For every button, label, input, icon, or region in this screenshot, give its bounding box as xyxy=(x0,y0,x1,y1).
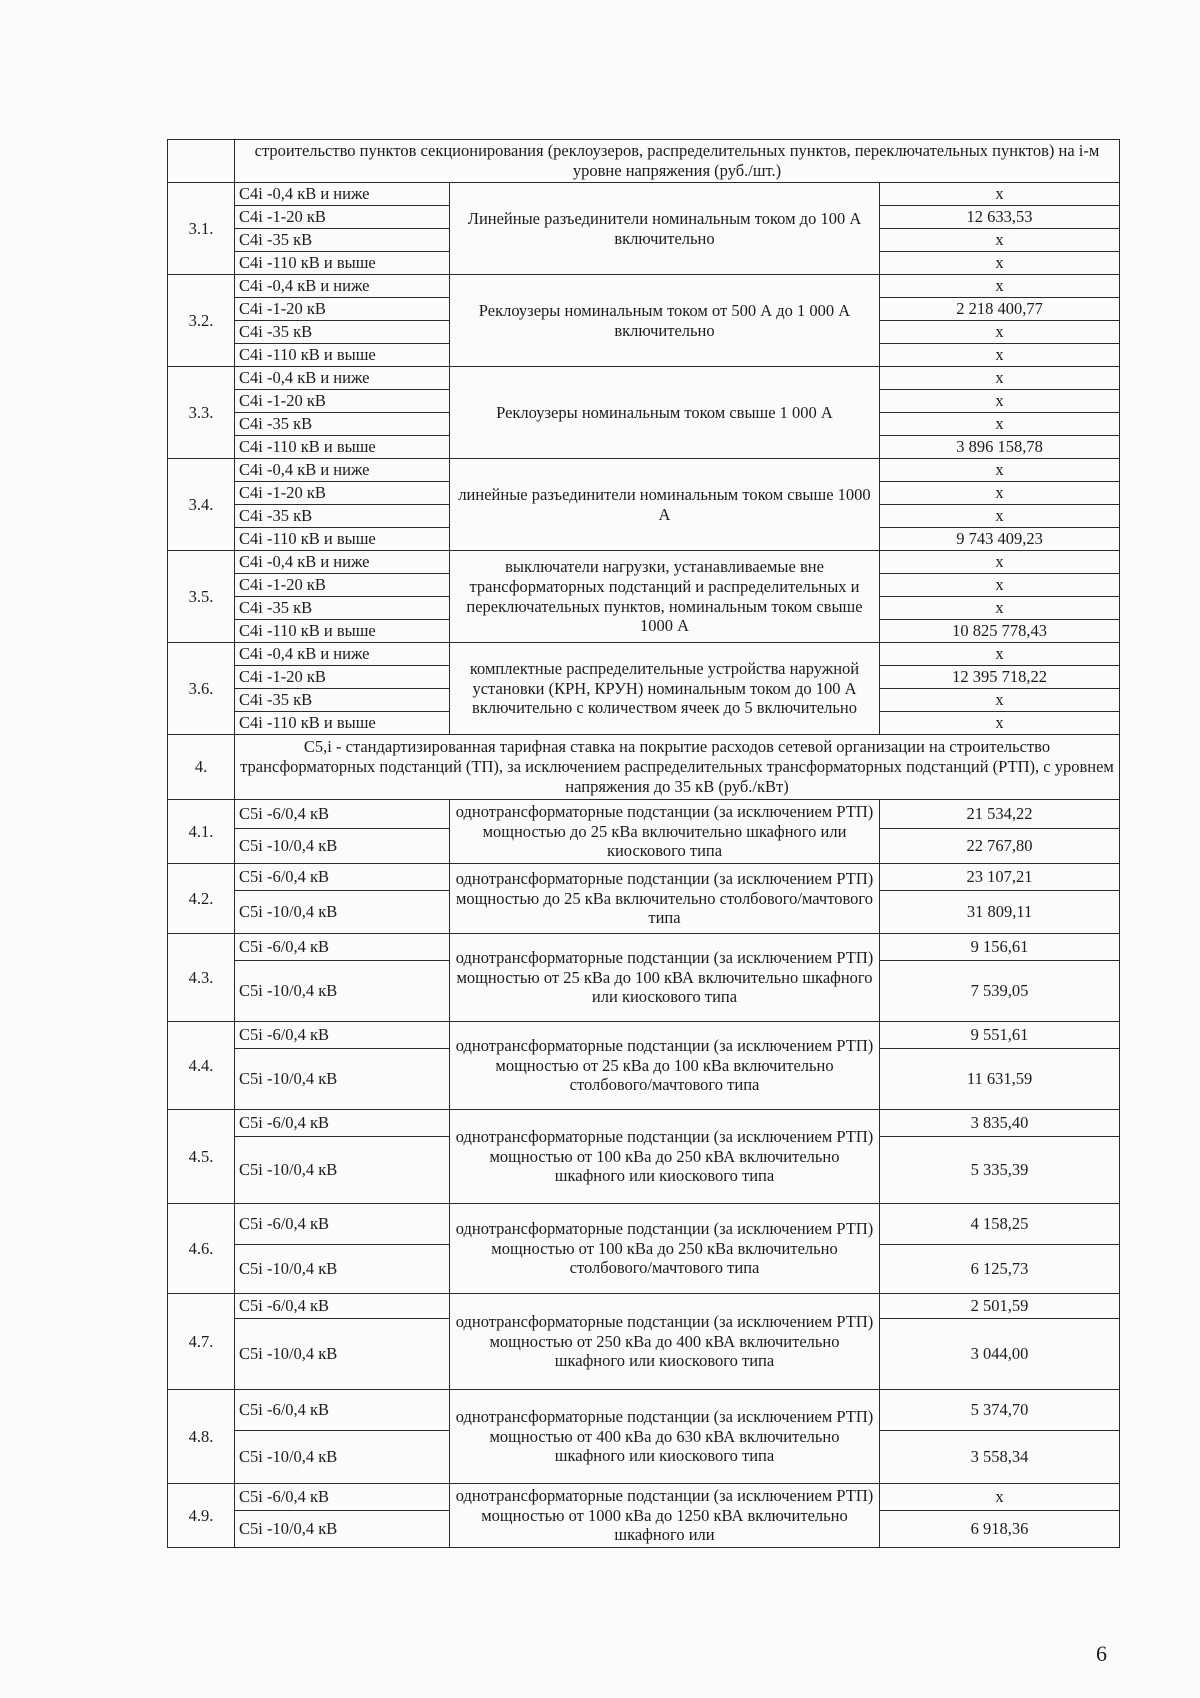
item-number: 4.1. xyxy=(168,800,235,864)
table-row xyxy=(168,551,1120,574)
tariff-table xyxy=(167,139,1120,1548)
intro-empty-cell xyxy=(168,140,235,183)
rate-value: x xyxy=(880,643,1120,666)
rate-code: С5i -10/0,4 кВ xyxy=(235,961,450,1022)
rate-code: С4i -110 кВ и выше xyxy=(235,252,450,275)
rate-code: С5i -10/0,4 кВ xyxy=(235,1511,450,1548)
rate-value: x xyxy=(880,1484,1120,1511)
rate-code: С5i -6/0,4 кВ xyxy=(235,1484,450,1511)
rate-value: x xyxy=(880,551,1120,574)
rate-code: С4i -0,4 кВ и ниже xyxy=(235,459,450,482)
rate-code: С4i -110 кВ и выше xyxy=(235,712,450,735)
item-number: 4.5. xyxy=(168,1110,235,1204)
rate-value: x xyxy=(880,390,1120,413)
item-number: 3.6. xyxy=(168,643,235,735)
item-description: однотрансформаторные подстанции (за исключением РТП) мощностью от 25 кВа до 100 кВА включительно шкафного или киоскового типа xyxy=(450,934,880,1022)
item-number: 4.4. xyxy=(168,1022,235,1110)
item-description: однотрансформаторные подстанции (за исключением РТП) мощностью от 100 кВа до 250 кВА включительно шкафного или киоскового типа xyxy=(450,1110,880,1204)
table-row xyxy=(168,643,1120,666)
item-number: 4.2. xyxy=(168,864,235,934)
rate-value: x xyxy=(880,321,1120,344)
rate-value: x xyxy=(880,367,1120,390)
rate-code: С5i -10/0,4 кВ xyxy=(235,1319,450,1390)
rate-value: x xyxy=(880,574,1120,597)
rate-code: С4i -110 кВ и выше xyxy=(235,344,450,367)
rate-value: 3 044,00 xyxy=(880,1319,1120,1390)
rate-code: С4i -1-20 кВ xyxy=(235,390,450,413)
rate-value: 12 633,53 xyxy=(880,206,1120,229)
rate-value: 9 156,61 xyxy=(880,934,1120,961)
table-row xyxy=(168,1294,1120,1319)
item-description: однотрансформаторные подстанции (за исключением РТП) мощностью от 1000 кВа до 1250 кВА включительно шкафного или xyxy=(450,1484,880,1548)
rate-code: С4i -35 кВ xyxy=(235,505,450,528)
rate-value: 22 767,80 xyxy=(880,829,1120,864)
rate-value: x xyxy=(880,252,1120,275)
rate-code: С4i -35 кВ xyxy=(235,689,450,712)
item-number: 3.2. xyxy=(168,275,235,367)
table-row xyxy=(168,1484,1120,1511)
rate-value: 6 125,73 xyxy=(880,1245,1120,1294)
rate-value: 21 534,22 xyxy=(880,800,1120,829)
rate-value: 5 374,70 xyxy=(880,1390,1120,1431)
rate-value: x xyxy=(880,712,1120,735)
rate-code: С5i -10/0,4 кВ xyxy=(235,1137,450,1204)
rate-code: С4i -0,4 кВ и ниже xyxy=(235,367,450,390)
rate-value: 7 539,05 xyxy=(880,961,1120,1022)
rate-value: 2 501,59 xyxy=(880,1294,1120,1319)
rate-value: x xyxy=(880,275,1120,298)
item-description: однотрансформаторные подстанции (за исключением РТП) мощностью от 25 кВа до 100 кВа включительно столбового/мачтового типа xyxy=(450,1022,880,1110)
rate-value: x xyxy=(880,344,1120,367)
rate-code: С5i -10/0,4 кВ xyxy=(235,1431,450,1484)
rate-code: С5i -6/0,4 кВ xyxy=(235,1390,450,1431)
item-description: Линейные разъединители номинальным током до 100 А включительно xyxy=(450,183,880,275)
rate-value: 10 825 778,43 xyxy=(880,620,1120,643)
rate-code: С4i -110 кВ и выше xyxy=(235,436,450,459)
rate-value: 11 631,59 xyxy=(880,1049,1120,1110)
table-row xyxy=(168,459,1120,482)
rate-code: С4i -1-20 кВ xyxy=(235,206,450,229)
rate-code: С4i -0,4 кВ и ниже xyxy=(235,275,450,298)
rate-code: С5i -6/0,4 кВ xyxy=(235,1294,450,1319)
rate-value: 9 551,61 xyxy=(880,1022,1120,1049)
item-number: 4.7. xyxy=(168,1294,235,1390)
rate-value: 3 835,40 xyxy=(880,1110,1120,1137)
rate-code: С4i -1-20 кВ xyxy=(235,666,450,689)
rate-code: С4i -1-20 кВ xyxy=(235,482,450,505)
rate-code: С5i -10/0,4 кВ xyxy=(235,1245,450,1294)
table-row xyxy=(168,275,1120,298)
rate-value: x xyxy=(880,229,1120,252)
table-row xyxy=(168,800,1120,829)
rate-value: 3 558,34 xyxy=(880,1431,1120,1484)
table-row xyxy=(168,1110,1120,1137)
rate-value: 5 335,39 xyxy=(880,1137,1120,1204)
rate-value: x xyxy=(880,459,1120,482)
item-description: однотрансформаторные подстанции (за исключением РТП) мощностью от 250 кВа до 400 кВА включительно шкафного или киоскового типа xyxy=(450,1294,880,1390)
rate-value: 9 743 409,23 xyxy=(880,528,1120,551)
rate-code: С4i -0,4 кВ и ниже xyxy=(235,183,450,206)
rate-code: С4i -110 кВ и выше xyxy=(235,620,450,643)
item-description: однотрансформаторные подстанции (за исключением РТП) мощностью от 100 кВа до 250 кВа включительно столбового/мачтового типа xyxy=(450,1204,880,1294)
item-number: 4.9. xyxy=(168,1484,235,1548)
item-description: выключатели нагрузки, устанавливаемые вне трансформаторных подстанций и распределительных и переключательных пунктов, номинальным током свыше 1000 А xyxy=(450,551,880,643)
rate-code: С4i -1-20 кВ xyxy=(235,298,450,321)
table-row xyxy=(168,1390,1120,1431)
page-number: 6 xyxy=(1096,1641,1107,1666)
rate-value: x xyxy=(880,689,1120,712)
item-number: 3.5. xyxy=(168,551,235,643)
item-number: 4.6. xyxy=(168,1204,235,1294)
section-number: 4. xyxy=(168,735,235,800)
rate-value: x xyxy=(880,183,1120,206)
rate-code: С5i -10/0,4 кВ xyxy=(235,1049,450,1110)
intro-text: строительство пунктов секционирования (реклоузеров, распределительных пунктов, переключательных пунктов) на i-м уровне напряжения (руб./шт.) xyxy=(235,140,1120,183)
item-description: Реклоузеры номинальным током свыше 1 000 А xyxy=(450,367,880,459)
rate-code: С5i -6/0,4 кВ xyxy=(235,1110,450,1137)
rate-code: С4i -35 кВ xyxy=(235,229,450,252)
rate-code: С4i -110 кВ и выше xyxy=(235,528,450,551)
rate-value: 4 158,25 xyxy=(880,1204,1120,1245)
item-description: однотрансформаторные подстанции (за исключением РТП) мощностью до 25 кВа включительно шкафного или киоскового типа xyxy=(450,800,880,864)
rate-code: С5i -6/0,4 кВ xyxy=(235,1204,450,1245)
item-description: линейные разъединители номинальным током свыше 1000 А xyxy=(450,459,880,551)
rate-value: 3 896 158,78 xyxy=(880,436,1120,459)
rate-code: С5i -10/0,4 кВ xyxy=(235,829,450,864)
item-number: 3.3. xyxy=(168,367,235,459)
item-description: Реклоузеры номинальным током от 500 А до 1 000 А включительно xyxy=(450,275,880,367)
intro-row xyxy=(168,140,1120,183)
rate-value: x xyxy=(880,505,1120,528)
table-row xyxy=(168,934,1120,961)
rate-value: 12 395 718,22 xyxy=(880,666,1120,689)
rate-value: x xyxy=(880,482,1120,505)
table-row xyxy=(168,1204,1120,1245)
rate-code: С4i -35 кВ xyxy=(235,321,450,344)
rate-code: С4i -0,4 кВ и ниже xyxy=(235,551,450,574)
rate-code: С5i -6/0,4 кВ xyxy=(235,800,450,829)
rate-code: С4i -0,4 кВ и ниже xyxy=(235,643,450,666)
item-description: однотрансформаторные подстанции (за исключением РТП) мощностью до 25 кВа включительно столбового/мачтового типа xyxy=(450,864,880,934)
item-description: комплектные распределительные устройства наружной установки (КРН, КРУН) номинальным током до 100 А включительно с количеством ячеек до 5 включительно xyxy=(450,643,880,735)
rate-code: С5i -10/0,4 кВ xyxy=(235,891,450,934)
section-header-row xyxy=(168,735,1120,800)
item-description: однотрансформаторные подстанции (за исключением РТП) мощностью от 400 кВа до 630 кВА включительно шкафного или киоскового типа xyxy=(450,1390,880,1484)
item-number: 4.8. xyxy=(168,1390,235,1484)
rate-code: С4i -35 кВ xyxy=(235,597,450,620)
rate-value: x xyxy=(880,413,1120,436)
rate-value: 31 809,11 xyxy=(880,891,1120,934)
rate-value: 23 107,21 xyxy=(880,864,1120,891)
rate-value: x xyxy=(880,597,1120,620)
rate-code: С5i -6/0,4 кВ xyxy=(235,934,450,961)
item-number: 3.4. xyxy=(168,459,235,551)
table-row xyxy=(168,183,1120,206)
rate-code: С5i -6/0,4 кВ xyxy=(235,864,450,891)
rate-code: С5i -6/0,4 кВ xyxy=(235,1022,450,1049)
rate-value: 2 218 400,77 xyxy=(880,298,1120,321)
section-header-text: С5,i - стандартизированная тарифная ставка на покрытие расходов сетевой организации на строительство трансформаторных подстанций (ТП), за исключением распределительных трансформаторных подстанций (РТП), с уровнем напряжения до 35 кВ (руб./кВт) xyxy=(235,735,1120,800)
table-row xyxy=(168,1022,1120,1049)
item-number: 4.3. xyxy=(168,934,235,1022)
table-row xyxy=(168,864,1120,891)
rate-code: С4i -35 кВ xyxy=(235,413,450,436)
rate-code: С4i -1-20 кВ xyxy=(235,574,450,597)
table-row xyxy=(168,367,1120,390)
rate-value: 6 918,36 xyxy=(880,1511,1120,1548)
item-number: 3.1. xyxy=(168,183,235,275)
